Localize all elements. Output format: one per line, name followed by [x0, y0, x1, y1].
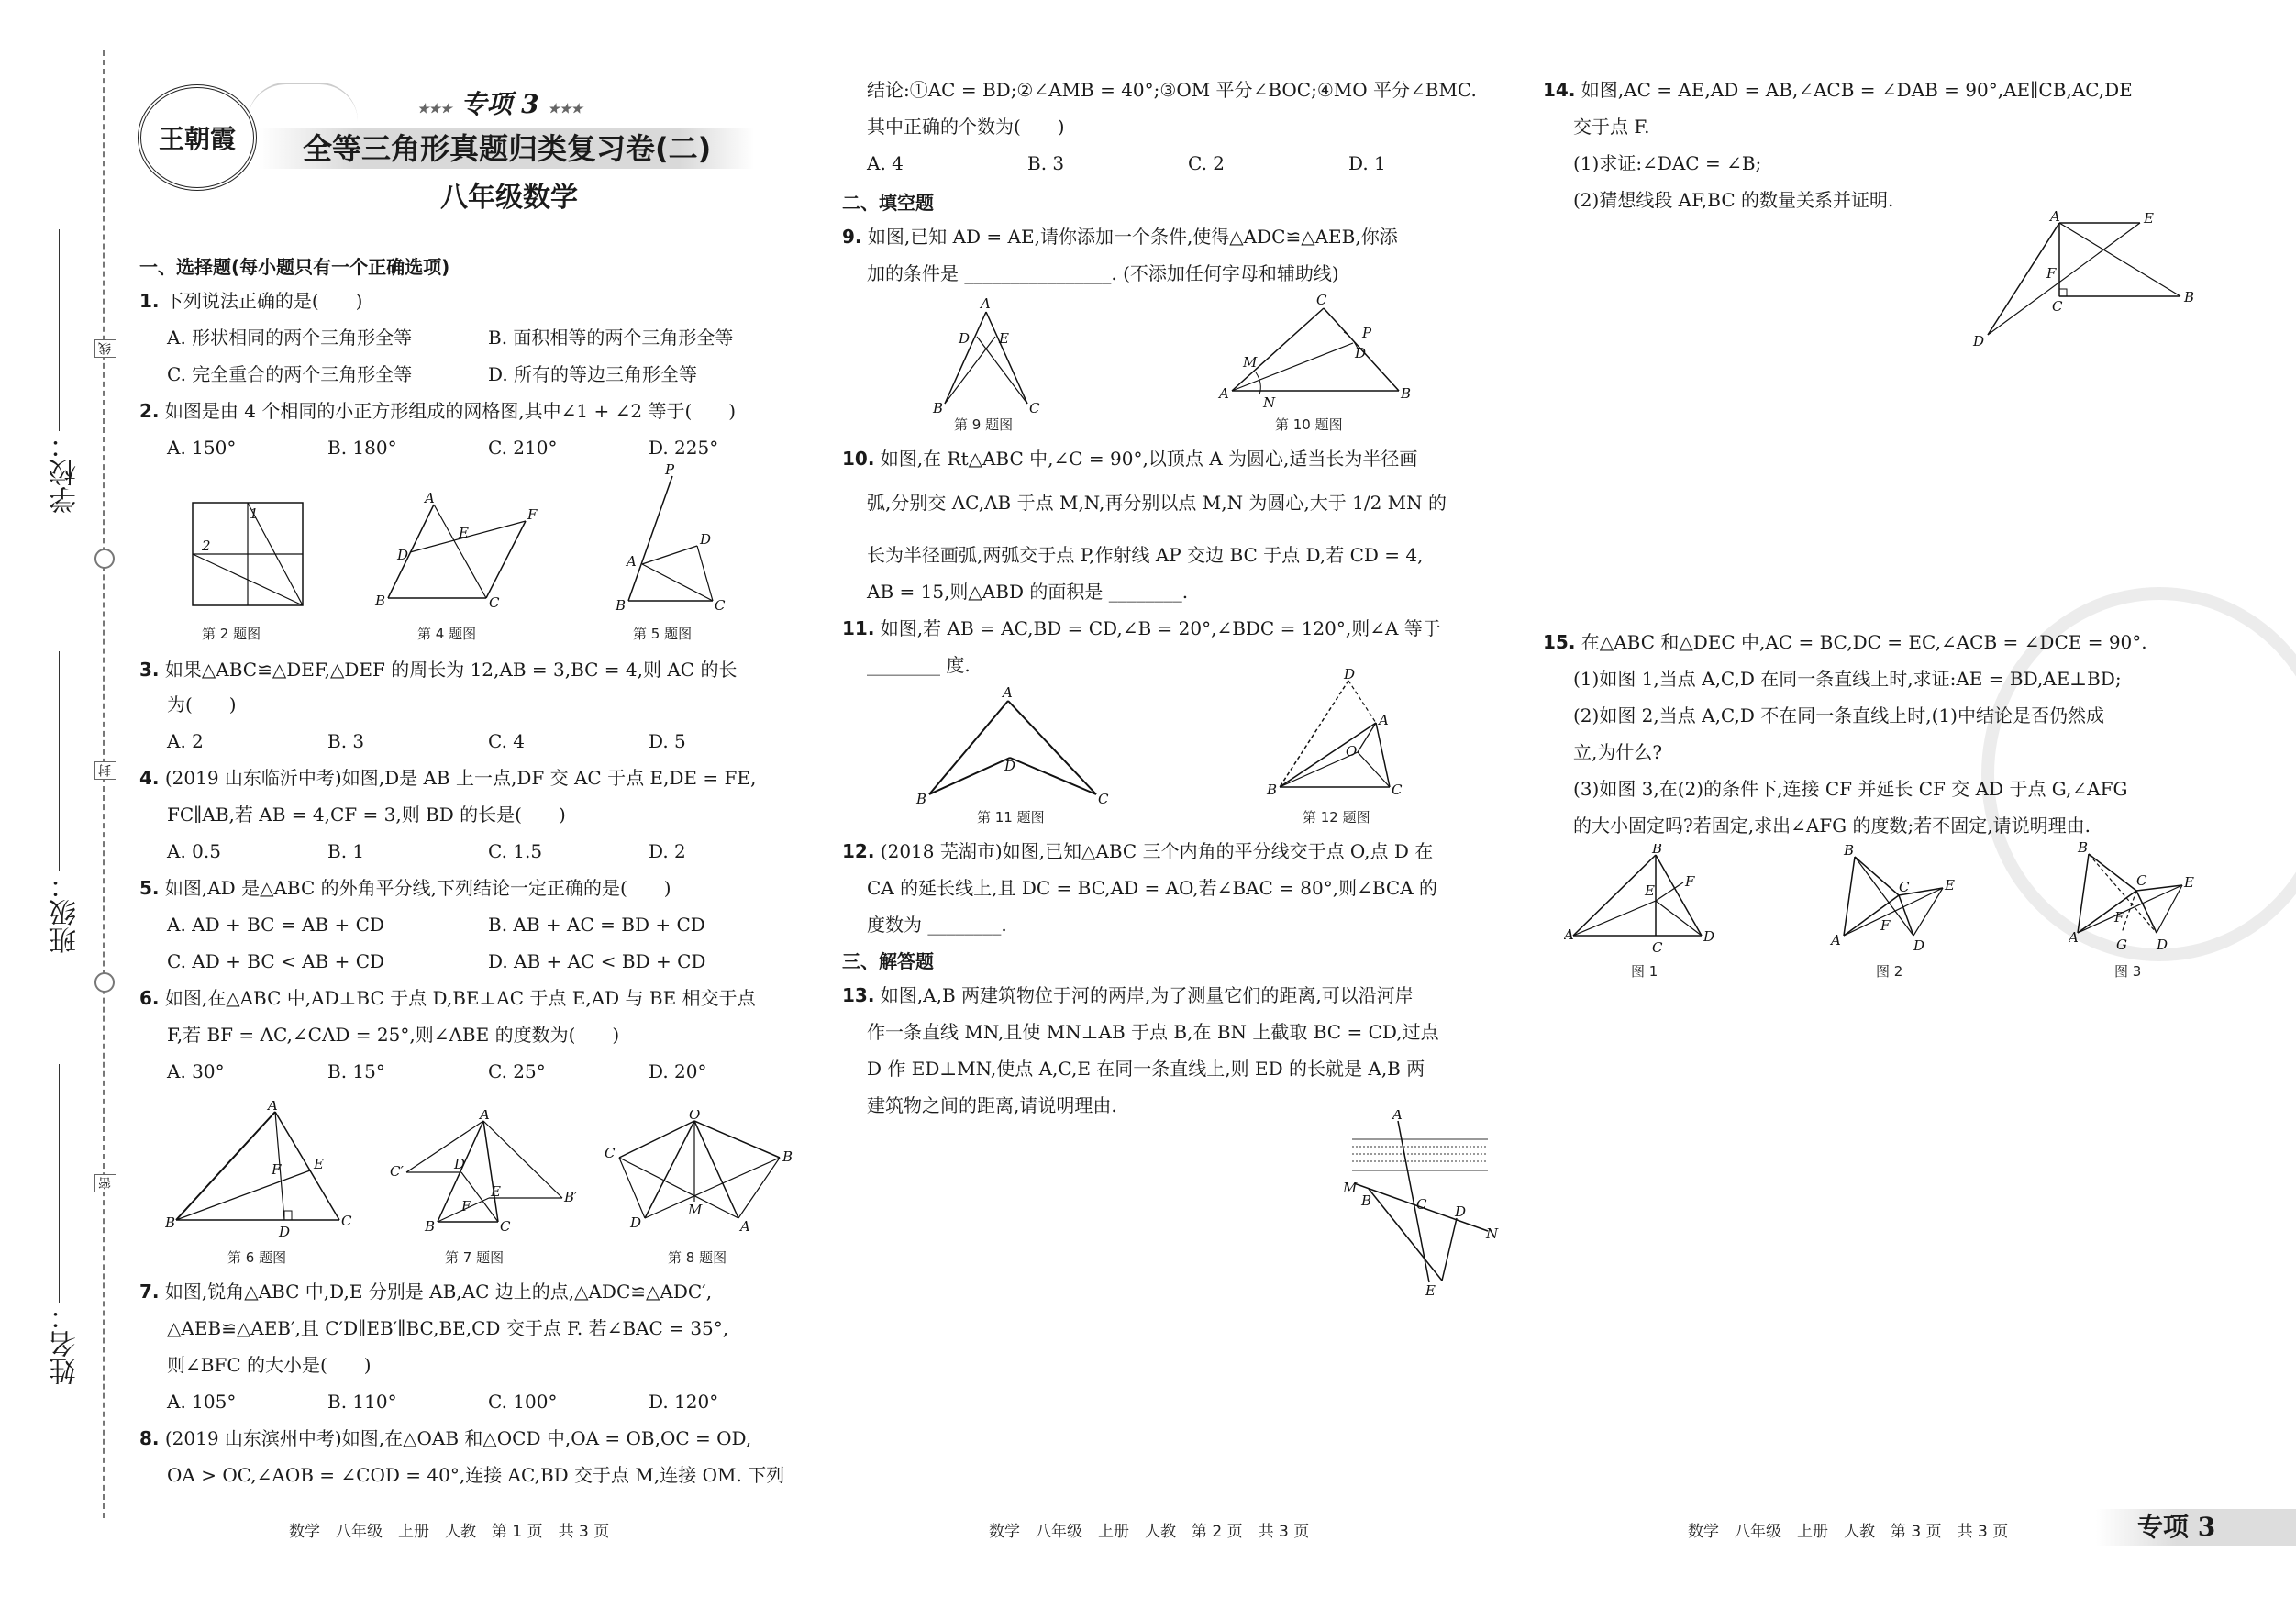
q2-options: [167, 429, 718, 466]
caption-fig2: 第 2 题图: [202, 626, 261, 642]
svg-text:F: F: [1685, 873, 1695, 890]
svg-text:A: A: [1219, 385, 1229, 402]
q2-option-b[interactable]: B. 180°: [327, 437, 397, 459]
svg-text:F: F: [1880, 917, 1891, 934]
q1-option-d[interactable]: D. 所有的等边三角形全等: [488, 363, 698, 385]
svg-text:C: C: [1392, 782, 1403, 798]
q7-options: [167, 1383, 718, 1420]
q3-line1: 3. 如果△ABC≌△DEF,△DEF 的周长为 12,AB = 3,BC = 4,则 AC 的长: [139, 659, 738, 681]
svg-text:B: B: [782, 1148, 793, 1165]
q4-option-b[interactable]: B. 1: [327, 840, 365, 862]
svg-text:C: C: [1316, 292, 1327, 308]
q5-option-d[interactable]: D. AB + AC < BD + CD: [488, 950, 706, 972]
svg-text:F: F: [2114, 909, 2124, 926]
caption-fig7: 第 7 题图: [445, 1249, 505, 1266]
q6-option-d[interactable]: D. 20°: [649, 1060, 707, 1082]
ribbon-decoration: [248, 83, 358, 121]
q14-line2: 交于点 F.: [1573, 116, 1650, 138]
q3-option-b[interactable]: B. 3: [327, 730, 365, 752]
binding-dashed-line: [103, 50, 105, 1518]
q9-line1: 9. 如图,已知 AD = AE,请你添加一个条件,使得△ADC≌△AEB,你添: [842, 226, 1398, 248]
caption-fig11: 第 11 题图: [977, 809, 1045, 826]
caption-fig4: 第 4 题图: [417, 626, 477, 642]
svg-text:M: M: [688, 1202, 703, 1218]
svg-text:C: C: [1652, 939, 1663, 956]
q5-options-ab: [167, 906, 705, 943]
svg-text:D: D: [959, 330, 971, 347]
q8-options: [867, 145, 1386, 182]
caption-fig15-1: 图 1: [1631, 963, 1658, 980]
q13-line1: 13. 如图,A,B 两建筑物位于河的两岸,为了测量它们的距离,可以沿河岸: [842, 984, 1414, 1006]
svg-text:E: E: [1645, 882, 1655, 899]
q15-line6: 的大小固定吗?若固定,求出∠AFG 的度数;若不固定,请说明理由.: [1573, 815, 2091, 837]
svg-text:E: E: [491, 1183, 501, 1200]
svg-text:E: E: [999, 330, 1009, 347]
svg-text:C: C: [1416, 1196, 1427, 1213]
svg-text:D: D: [1455, 1203, 1467, 1220]
svg-text:C: C: [500, 1218, 511, 1235]
q3-option-a[interactable]: A. 2: [167, 730, 204, 752]
figure-q15-1: [1564, 844, 1720, 963]
svg-text:A: A: [627, 553, 637, 570]
q6-options: [167, 1053, 707, 1090]
q7-line1: 7. 如图,锐角△ABC 中,D,E 分别是 AB,AC 边上的点,△ADC≌△ADC′,: [139, 1281, 713, 1303]
q8-option-d[interactable]: D. 1: [1348, 152, 1386, 174]
q1-option-b[interactable]: B. 面积相等的两个三角形全等: [488, 327, 734, 349]
q7-option-a[interactable]: A. 105°: [167, 1391, 237, 1413]
q10-line2: 弧,分别交 AC,AB 于点 M,N,再分别以点 M,N 为圆心,大于 1/2 MN 的: [867, 492, 1447, 514]
q9-line2[interactable]: 加的条件是 ________________. (不添加任何字母和辅助线): [867, 262, 1339, 284]
svg-text:P: P: [1362, 325, 1372, 341]
svg-text:B: B: [616, 597, 627, 614]
logo-seal: [138, 84, 257, 191]
svg-text:D: D: [630, 1214, 642, 1231]
svg-text:E: E: [2144, 210, 2154, 227]
svg-text:A: A: [1379, 712, 1389, 728]
q12-line3[interactable]: 度数为 ________.: [867, 914, 1007, 936]
svg-text:F: F: [527, 506, 538, 523]
q14-line3: (1)求证:∠DAC = ∠B;: [1573, 152, 1762, 174]
figure-q2: [183, 495, 316, 615]
q6-line1: 6. 如图,在△ABC 中,AD⊥BC 于点 D,BE⊥AC 于点 E,AD 与 BE 相交于点: [139, 987, 756, 1009]
q1-options-ab: [167, 319, 733, 356]
q10-line4[interactable]: AB = 15,则△ABD 的面积是 ________.: [867, 581, 1189, 603]
caption-fig15-2: 图 2: [1876, 963, 1903, 980]
svg-text:D: D: [454, 1156, 466, 1172]
svg-text:C: C: [2052, 298, 2063, 315]
svg-text:M: M: [1243, 354, 1258, 371]
q13-line2: 作一条直线 MN,且使 MN⊥AB 于点 B,在 BN 上截取 BC = CD,过点: [867, 1021, 1439, 1043]
q4-option-c[interactable]: C. 1.5: [488, 840, 543, 862]
svg-text:B: B: [1361, 1192, 1372, 1209]
q10-line1: 10. 如图,在 Rt△ABC 中,∠C = 90°,以顶点 A 为圆心,适当长为半径画: [842, 448, 1418, 470]
svg-text:D: D: [2157, 937, 2168, 953]
q7-line2: △AEB≌△AEB′,且 C′D∥EB′∥BC,BE,CD 交于点 F. 若∠BAC = 35°,: [167, 1317, 729, 1339]
svg-text:B: B: [933, 400, 944, 415]
q4-line1: 4. (2019 山东临沂中考)如图,D是 AB 上一点,DF 交 AC 于点 E,DE = FE,: [139, 767, 757, 789]
svg-text:D: D: [1703, 928, 1715, 945]
svg-text:A: A: [480, 1110, 490, 1123]
svg-text:A: A: [1003, 686, 1013, 701]
svg-text:A: A: [2050, 208, 2060, 225]
q1-options-cd: [167, 356, 697, 393]
q8-option-b[interactable]: B. 3: [1027, 152, 1065, 174]
binding-hole-2: [94, 972, 115, 993]
svg-text:A: A: [981, 295, 991, 312]
svg-text:A: A: [268, 1101, 278, 1114]
q15-line2: (1)如图 1,当点 A,C,D 在同一条直线上时,求证:AE = BD,AE⊥BD;: [1573, 668, 2122, 690]
section-choice-title: 一、选择题(每小题只有一个正确选项): [139, 256, 450, 278]
figure-q15-2: [1825, 844, 1972, 963]
svg-text:D: D: [1973, 333, 1985, 349]
q15-line3: (2)如图 2,当点 A,C,D 不在同一条直线上时,(1)中结论是否仍然成: [1573, 704, 2104, 726]
q5-options-cd: [167, 943, 705, 980]
q8-line4: 其中正确的个数为( ): [867, 116, 1065, 138]
q11-line2[interactable]: ________ 度.: [867, 654, 971, 676]
q15-line4: 立,为什么?: [1573, 741, 1663, 763]
svg-text:E: E: [2184, 874, 2194, 891]
q3-option-d[interactable]: D. 5: [649, 730, 686, 752]
binding-line-mark: 线: [94, 339, 116, 358]
svg-text:N: N: [1263, 394, 1276, 411]
q7-option-c[interactable]: C. 100°: [488, 1391, 558, 1413]
figure-q14: [1968, 206, 2197, 353]
q7-option-d[interactable]: D. 120°: [649, 1391, 719, 1413]
section-answer-title: 三、解答题: [842, 950, 934, 972]
q8-option-a[interactable]: A. 4: [867, 152, 904, 174]
svg-text:E: E: [459, 525, 469, 541]
caption-fig10: 第 10 题图: [1275, 416, 1343, 433]
svg-text:C: C: [489, 594, 500, 611]
q3-option-c[interactable]: C. 4: [488, 730, 526, 752]
svg-text:N: N: [1486, 1225, 1499, 1242]
caption-fig5: 第 5 题图: [633, 626, 693, 642]
svg-text:G: G: [2116, 937, 2127, 953]
q14-line1: 14. 如图,AC = AE,AD = AB,∠ACB = ∠DAB = 90°,AE∥CB,AC,DE: [1543, 79, 2133, 101]
svg-text:D: D: [1355, 345, 1367, 361]
star-icon: ★★★: [548, 102, 583, 116]
svg-text:F: F: [461, 1198, 471, 1214]
svg-text:C: C: [1899, 879, 1910, 895]
svg-text:A: A: [1564, 926, 1574, 943]
svg-text:D: D: [1344, 668, 1356, 682]
q14-line4: (2)猜想线段 AF,BC 的数量关系并证明.: [1573, 189, 1894, 211]
svg-text:C: C: [605, 1145, 616, 1161]
name-label: 姓名：: [50, 1303, 82, 1385]
binding-secret-mark: 密: [94, 1174, 116, 1192]
svg-text:F: F: [272, 1161, 282, 1178]
q13-line4: 建筑物之间的距离,请说明理由.: [867, 1094, 1117, 1116]
svg-text:C′: C′: [390, 1163, 404, 1180]
svg-text:C: C: [2136, 872, 2147, 889]
footer-page-2: 数学 八年级 上册 人教 第 2 页 共 3 页: [989, 1523, 1310, 1541]
footer-page-3: 数学 八年级 上册 人教 第 3 页 共 3 页: [1688, 1523, 2009, 1541]
q5-option-c[interactable]: C. AD + BC < AB + CD: [167, 950, 385, 972]
q5-option-a[interactable]: A. AD + BC = AB + CD: [167, 914, 384, 936]
svg-text:1: 1: [250, 505, 259, 522]
page-title: 全等三角形真题归类复习卷(二): [303, 131, 712, 166]
star-icon: ★★★: [417, 102, 452, 116]
svg-text:C: C: [1029, 400, 1040, 415]
binding-seal-mark: 封: [94, 761, 116, 780]
q8-line3: 结论:①AC = BD;②∠AMB = 40°;③OM 平分∠BOC;④MO 平分∠BMC.: [867, 79, 1477, 101]
svg-text:B: B: [425, 1218, 436, 1235]
svg-text:D: D: [1913, 937, 1925, 954]
q3-line2: 为( ): [167, 693, 237, 715]
svg-text:P: P: [665, 463, 675, 478]
q8-option-c[interactable]: C. 2: [1188, 152, 1226, 174]
q4-option-a[interactable]: A. 0.5: [167, 840, 221, 862]
footer-page-1: 数学 八年级 上册 人教 第 1 页 共 3 页: [289, 1523, 610, 1541]
q2-option-a[interactable]: A. 150°: [167, 437, 237, 459]
svg-text:2: 2: [202, 538, 211, 554]
svg-text:B: B: [2184, 289, 2195, 305]
svg-text:F: F: [2046, 265, 2057, 282]
svg-text:B: B: [375, 593, 386, 609]
q6-option-b[interactable]: B. 15°: [327, 1060, 385, 1082]
q3-options: [167, 723, 686, 760]
footer-series-tag: 专项 3: [2137, 1512, 2216, 1542]
svg-text:D: D: [1004, 758, 1016, 774]
svg-text:B: B: [1844, 844, 1855, 859]
svg-text:M: M: [1343, 1180, 1358, 1196]
figure-q9: [922, 295, 1055, 415]
figure-q5: [610, 463, 729, 615]
caption-fig12: 第 12 题图: [1303, 809, 1370, 826]
svg-text:A: A: [740, 1218, 750, 1235]
svg-text:D: D: [397, 547, 409, 563]
svg-text:B: B: [2078, 839, 2089, 856]
figure-q13: [1341, 1110, 1506, 1298]
q6-line2: F,若 BF = AC,∠CAD = 25°,则∠ABE 的度数为( ): [167, 1024, 620, 1046]
svg-text:C: C: [715, 597, 726, 614]
class-label: 班级：: [50, 871, 82, 954]
name-field[interactable]: [59, 1064, 60, 1303]
figure-q10: [1215, 292, 1426, 411]
svg-text:D: D: [700, 531, 712, 548]
q2-option-c[interactable]: C. 210°: [488, 437, 558, 459]
q2: 2. 如图是由 4 个相同的小正方形组成的网格图,其中∠1 + ∠2 等于( ): [139, 400, 737, 422]
figure-q11: [913, 686, 1124, 805]
svg-text:E: E: [1945, 877, 1955, 893]
q4-option-d[interactable]: D. 2: [649, 840, 686, 862]
caption-fig6: 第 6 题图: [227, 1249, 287, 1266]
svg-text:B: B: [916, 791, 927, 805]
q12-line1: 12. (2018 芜湖市)如图,已知△ABC 三个内角的平分线交于点 O,点 D 在: [842, 840, 1434, 862]
svg-text:E: E: [1425, 1282, 1436, 1298]
class-field[interactable]: [59, 651, 60, 871]
svg-text:B′: B′: [564, 1189, 578, 1205]
q13-line3: D 作 ED⊥MN,使点 A,C,E 在同一条直线上,则 ED 的长就是 A,B 两: [867, 1058, 1425, 1080]
q15-line5: (3)如图 3,在(2)的条件下,连接 CF 并延长 CF 交 AD 于点 G,∠AFG: [1573, 778, 2128, 800]
q4-options: [167, 833, 686, 870]
q8-line2: OA > OC,∠AOB = ∠COD = 40°,连接 AC,BD 交于点 M,连接 OM. 下列: [167, 1464, 785, 1486]
svg-text:A: A: [425, 490, 435, 506]
q12-line2: CA 的延长线上,且 DC = BC,AD = AO,若∠BAC = 80°,则∠BCA 的: [867, 877, 1438, 899]
q10-line3: 长为半径画弧,两弧交于点 P,作射线 AP 交边 BC 于点 D,若 CD = 4,: [867, 544, 1424, 566]
q4-line2: FC∥AB,若 AB = 4,CF = 3,则 BD 的长是( ): [167, 804, 566, 826]
svg-text:E: E: [314, 1156, 324, 1172]
q5: 5. 如图,AD 是△ABC 的外角平分线,下列结论一定正确的是( ): [139, 877, 671, 899]
svg-text:A: A: [1831, 932, 1841, 948]
q1-option-c[interactable]: C. 完全重合的两个三角形全等: [167, 363, 413, 385]
figure-q15-3: [2069, 839, 2220, 963]
figure-q12: [1261, 668, 1417, 805]
figure-q8: [601, 1110, 803, 1238]
svg-text:O: O: [689, 1110, 701, 1123]
page-subtitle: 八年级数学: [440, 182, 578, 214]
svg-text:B: B: [165, 1214, 176, 1231]
q8-line1: 8. (2019 山东滨州中考)如图,在△OAB 和△OCD 中,OA = OB,OC = OD,: [139, 1427, 752, 1449]
logo-text: 王朝霞: [158, 124, 236, 154]
school-field[interactable]: [59, 229, 60, 431]
q1: 1. 下列说法正确的是( ): [139, 290, 363, 312]
school-label: 学校：: [50, 431, 82, 514]
q6-option-a[interactable]: A. 30°: [167, 1060, 225, 1082]
caption-fig8: 第 8 题图: [668, 1249, 727, 1266]
q7-option-b[interactable]: B. 110°: [327, 1391, 397, 1413]
svg-text:C: C: [1098, 791, 1109, 805]
svg-text:B: B: [1401, 385, 1412, 402]
svg-text:B: B: [1652, 844, 1663, 857]
q1-option-a[interactable]: A. 形状相同的两个三角形全等: [167, 327, 413, 349]
caption-fig15-3: 图 3: [2114, 963, 2142, 980]
series-label: ★★★ 专项 3 ★★★: [417, 89, 583, 119]
figure-q7: [381, 1110, 578, 1238]
svg-text:A: A: [1392, 1110, 1403, 1123]
svg-text:O: O: [1346, 743, 1358, 760]
svg-text:D: D: [279, 1224, 291, 1238]
q11-line1: 11. 如图,若 AB = AC,BD = CD,∠B = 20°,∠BDC = 120°,则∠A 等于: [842, 617, 1441, 639]
q15-answer-area[interactable]: [1543, 991, 2268, 1495]
q5-option-b[interactable]: B. AB + AC = BD + CD: [488, 914, 705, 936]
q14-answer-area[interactable]: [1543, 220, 1947, 605]
svg-text:A: A: [2069, 929, 2079, 946]
svg-text:C: C: [341, 1213, 352, 1229]
figure-q4: [372, 486, 541, 615]
section-fill-title: 二、填空题: [842, 192, 934, 214]
q15-line1: 15. 在△ABC 和△DEC 中,AC = BC,DC = EC,∠ACB = ∠DCE = 90°.: [1543, 631, 2147, 653]
caption-fig9: 第 9 题图: [954, 416, 1014, 433]
q7-line3: 则∠BFC 的大小是( ): [167, 1354, 372, 1376]
q2-option-d[interactable]: D. 225°: [649, 437, 719, 459]
binding-hole-1: [94, 549, 115, 569]
figure-q6: [165, 1101, 353, 1238]
svg-text:B: B: [1267, 782, 1278, 798]
q6-option-c[interactable]: C. 25°: [488, 1060, 546, 1082]
